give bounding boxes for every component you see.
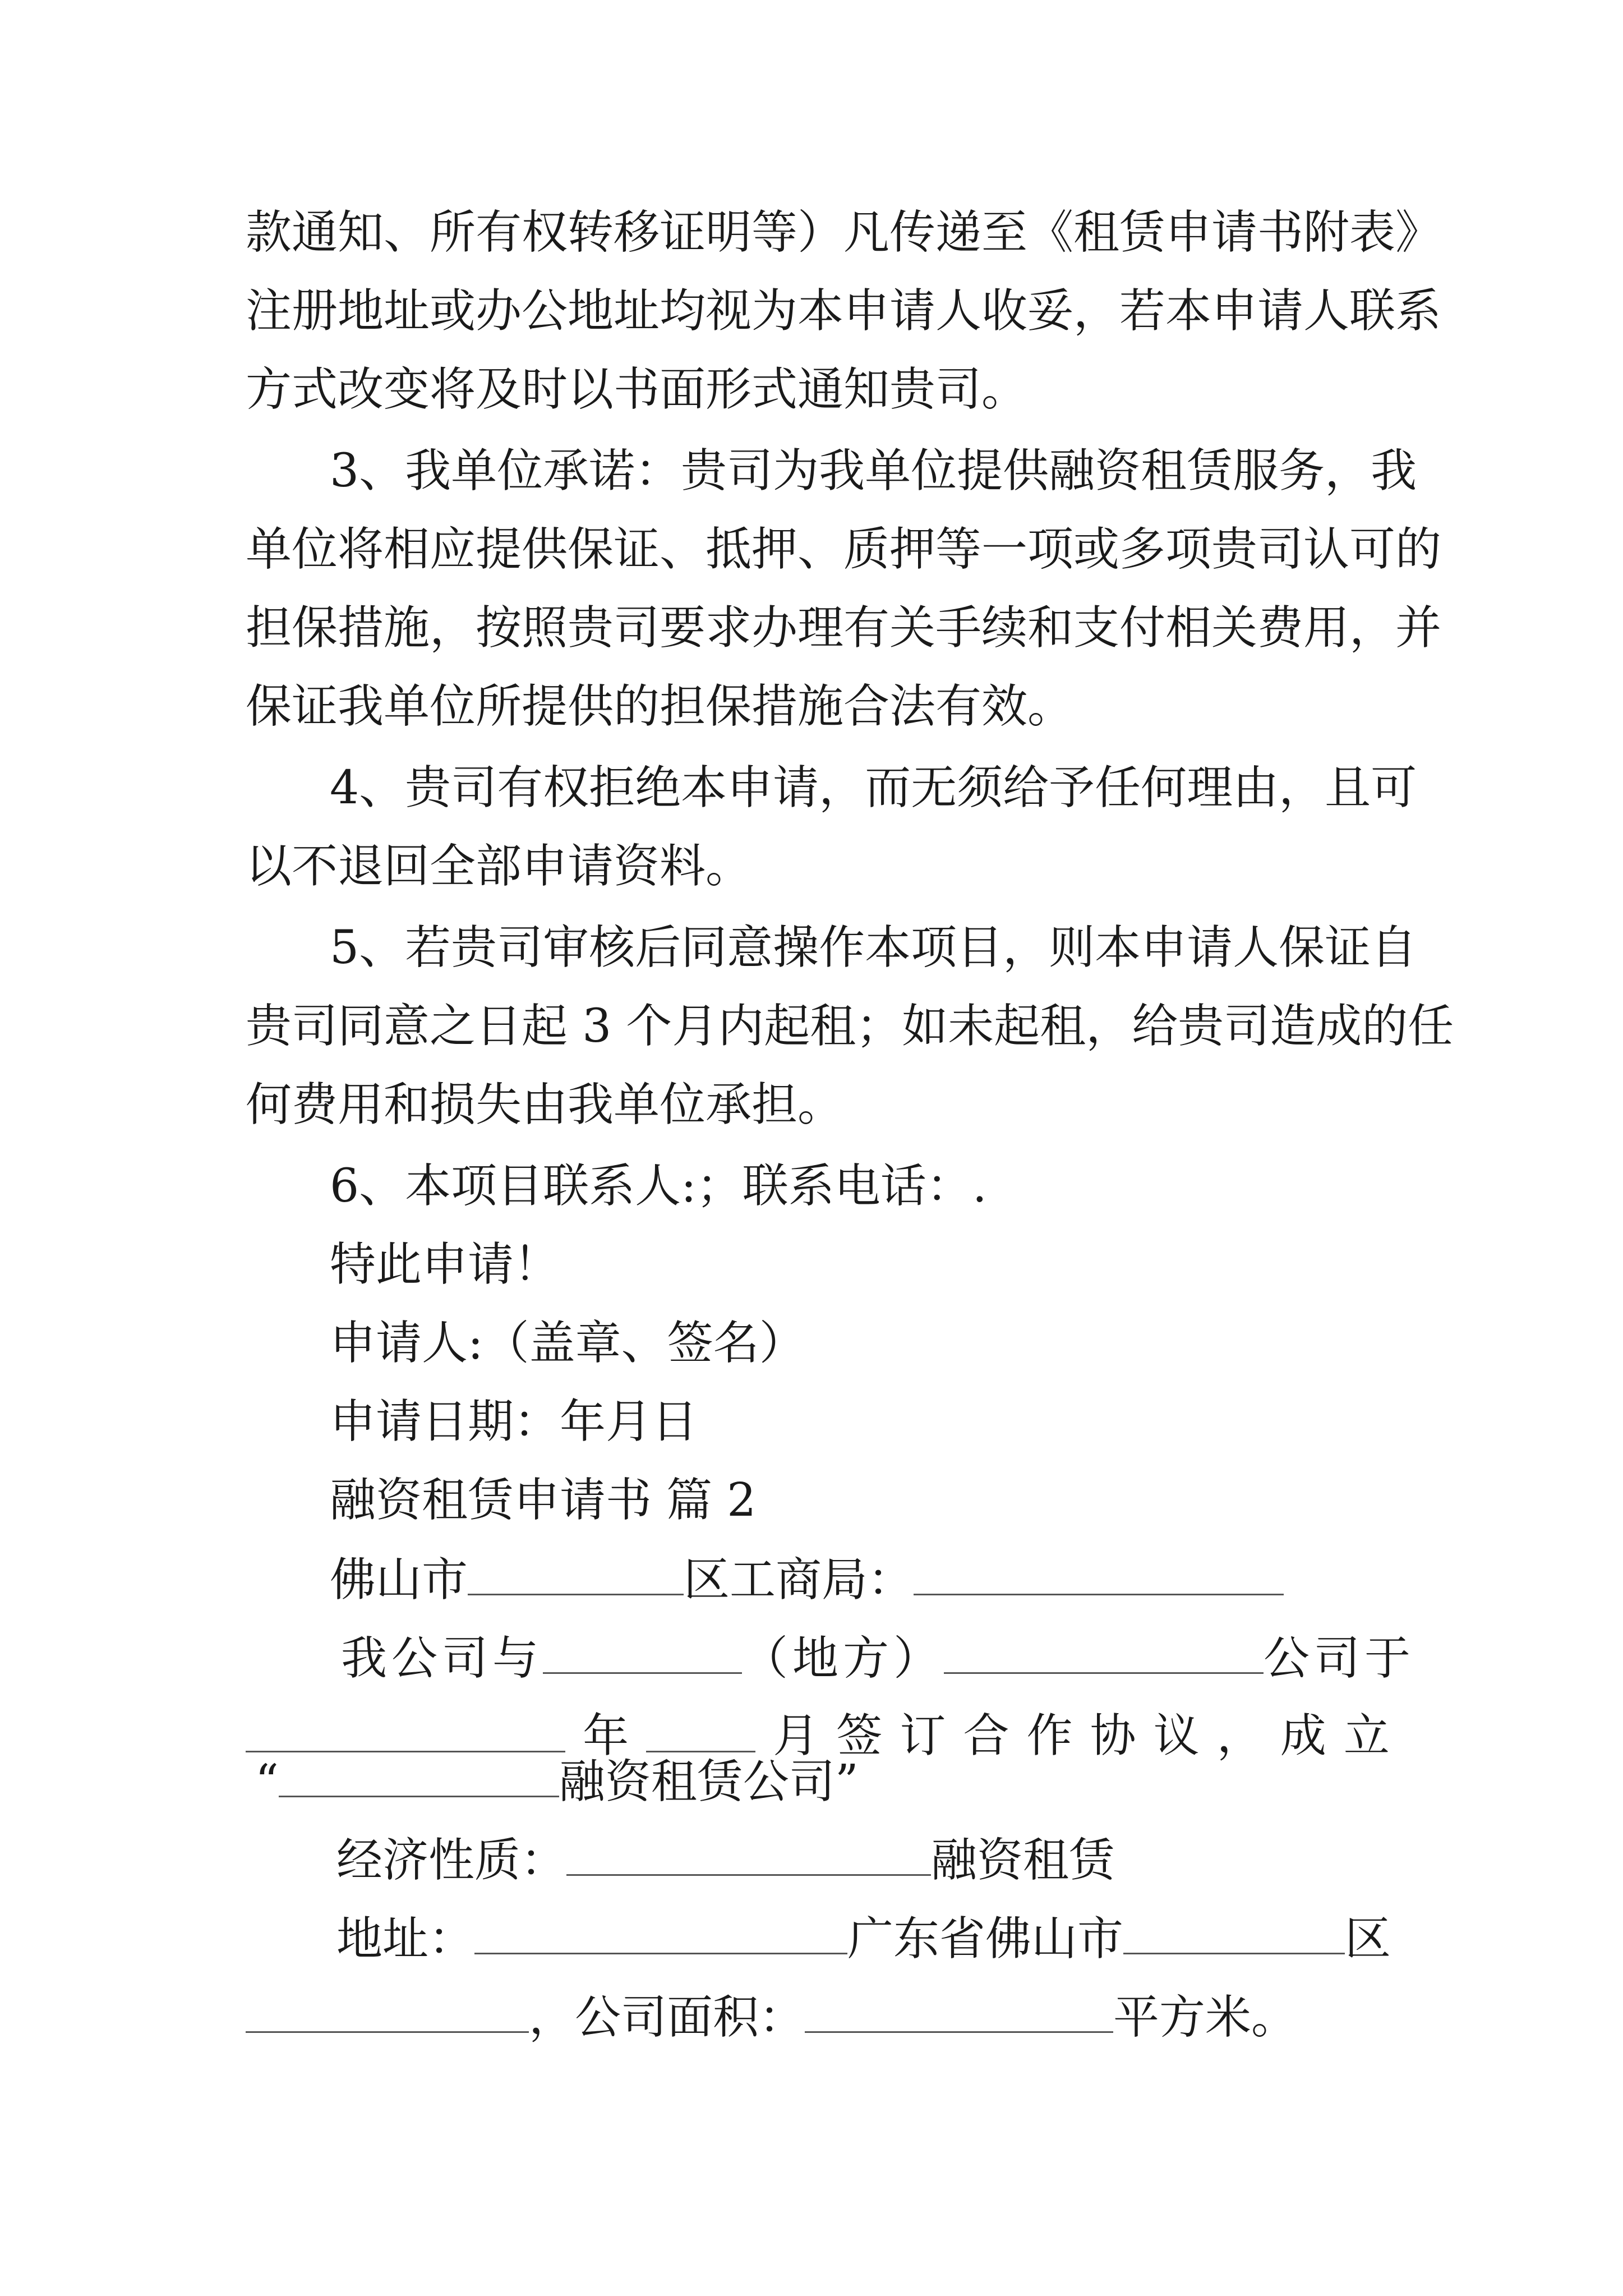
blank-nature[interactable] [566,1832,931,1876]
blank-address-detail[interactable] [246,1989,529,2033]
clause-5-line: 5、若贵司审核后同意操作本项目，则本申请人保证自 [330,921,1417,974]
paragraph-line: 款通知、所有权转移证明等）凡传递至《租赁申请书附表》 [246,206,1442,259]
blank-company-name[interactable] [279,1753,559,1797]
clause-3-line: 3、我单位承诺：贵司为我单位提供融资租赁服务，我 [330,444,1417,498]
nature-line: 经济性质： 融资租赁 [336,1832,1390,1889]
clause-5-line: 何费用和损失由我单位承担。 [246,1078,844,1131]
company-name-line: “ 融资租赁公司” [255,1753,1399,1810]
application-date-line: 申请日期：年月日 [330,1395,698,1448]
addressee-line: 佛山市 区工商局： [330,1551,1390,1608]
blank-address-district[interactable] [1123,1910,1345,1954]
clause-3-line: 担保措施，按照贵司要求办理有关手续和支付相关费用，并 [246,601,1442,655]
clause-5-line: 贵司同意之日起 3 个月内起租；如未起租，给贵司造成的任 [246,1000,1454,1053]
blank-year[interactable] [246,1708,565,1752]
clause-3-line: 保证我单位所提供的担保措施合法有效。 [246,680,1074,733]
clause-4-line: 4、贵司有权拒绝本申请，而无须给予任何理由，且可 [330,761,1417,815]
blank-address[interactable] [474,1910,847,1954]
blank-area[interactable] [805,1989,1113,2033]
blank-partner[interactable] [543,1630,742,1674]
blank-month[interactable] [646,1708,755,1752]
area-line: ，公司面积： 平方米。 [246,1989,1390,2046]
clause-4-line: 以不退回全部申请资料。 [246,840,752,893]
blank-bureau[interactable] [914,1551,1284,1595]
paragraph-line: 方式改变将及时以书面形式通知贵司。 [246,363,1028,416]
paragraph-line: 注册地址或办公地址均视为本申请人收妥，若本申请人联系 [246,284,1442,338]
applicant-line: 申请人:（盖章、签名） [330,1317,805,1370]
agreement-line: 我公司与 （地方） 公司于 [341,1630,1390,1687]
clause-6-line: 6、本项目联系人:；联系电话：. [330,1159,987,1213]
address-line: 地址： 广东省佛山市 区 [336,1910,1390,1967]
closing-line: 特此申请！ [330,1238,560,1291]
agreement-date-line: 年 月 签 订 合 作 协 议 ， 成 立 [246,1708,1390,1764]
blank-district[interactable] [468,1551,684,1595]
section-title: 融资租赁申请书 篇 2 [330,1474,757,1527]
blank-partner-company[interactable] [944,1630,1264,1674]
clause-3-line: 单位将相应提供保证、抵押、质押等一项或多项贵司认可的 [246,523,1442,576]
